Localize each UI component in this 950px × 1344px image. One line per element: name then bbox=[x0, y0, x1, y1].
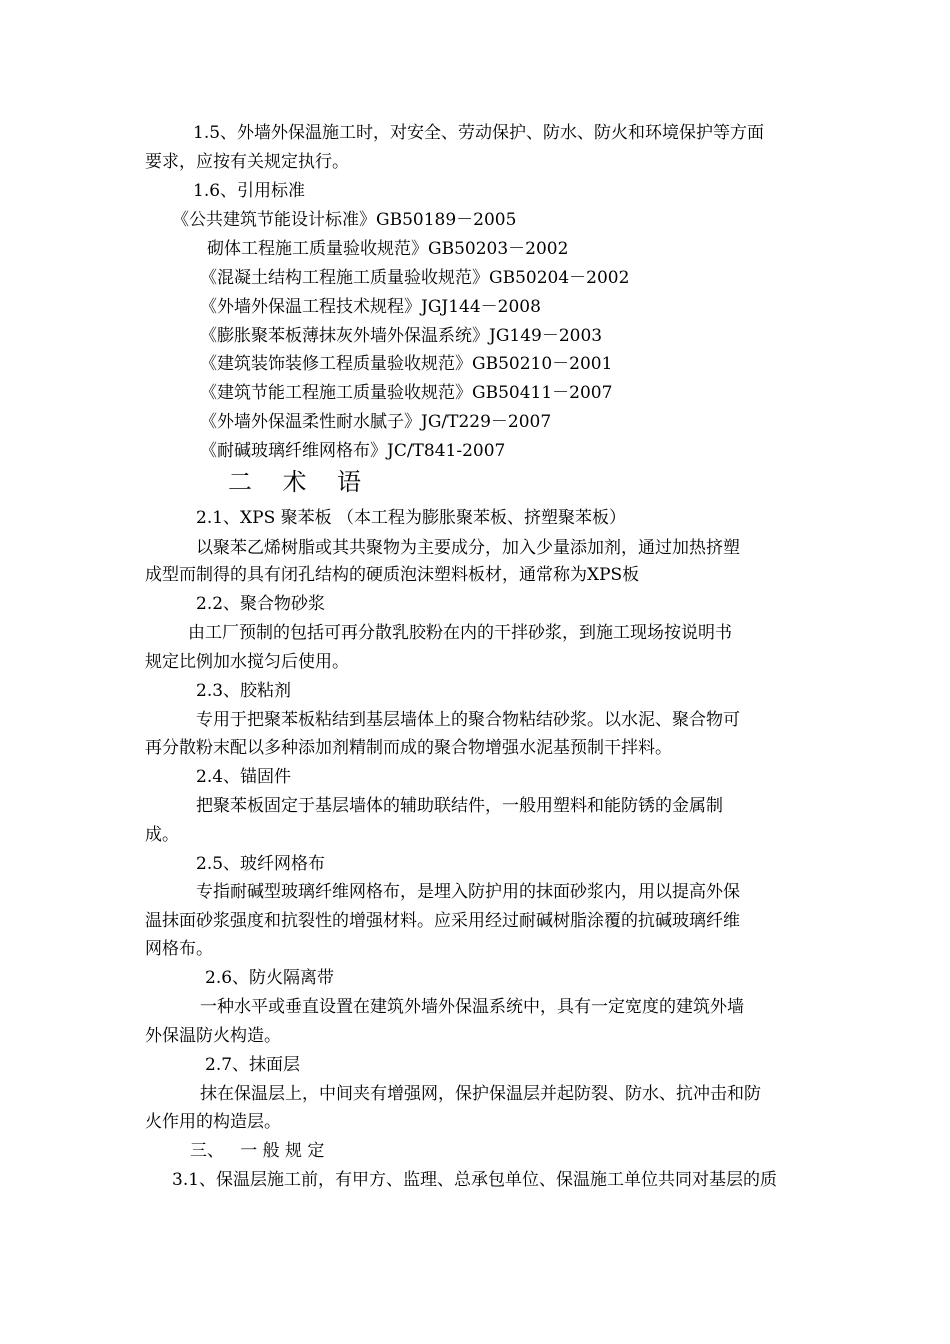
term-2-6-line-1: 一种水平或垂直设置在建筑外墙外保温系统中，具有一定宽度的建筑外墙 bbox=[200, 997, 744, 1017]
term-2-5-line-2: 温抹面砂浆强度和抗裂性的增强材料。应采用经过耐碱树脂涂覆的抗碱玻璃纤维 bbox=[145, 911, 740, 931]
term-2-7-line-2: 火作用的构造层。 bbox=[145, 1112, 281, 1132]
term-2-1-line-2: 成型而制得的具有闭孔结构的硬质泡沫塑料板材，通常称为XPS板 bbox=[145, 565, 640, 585]
term-2-6-line-2: 外保温防火构造。 bbox=[145, 1026, 281, 1046]
term-heading-2-7: 2.7、抹面层 bbox=[205, 1055, 301, 1075]
term-2-5-line-1: 专指耐碱型玻璃纤维网格布，是埋入防护用的抹面砂浆内，用以提高外保 bbox=[196, 882, 740, 902]
term-2-4-line-1: 把聚苯板固定于基层墙体的辅助联结件，一般用塑料和能防锈的金属制 bbox=[196, 796, 723, 816]
term-2-4-line-2: 成。 bbox=[145, 825, 179, 845]
term-2-7-line-1: 抹在保温层上，中间夹有增强网，保护保温层并起防裂、防水、抗冲击和防 bbox=[200, 1084, 761, 1104]
rule-3-1-line-1: 3.1、保温层施工前，有甲方、监理、总承包单位、保温施工单位共同对基层的质 bbox=[172, 1170, 778, 1190]
section-heading-1-6: 1.6、引用标准 bbox=[193, 181, 306, 201]
term-heading-2-4: 2.4、锚固件 bbox=[196, 767, 292, 787]
standard-ref-6: 《建筑装饰装修工程质量验收规范》GB50210－2001 bbox=[200, 354, 613, 374]
term-2-5-line-3: 网格布。 bbox=[145, 939, 213, 959]
chapter-heading-terms: 二 术 语 bbox=[228, 468, 362, 496]
standard-ref-5: 《膨胀聚苯板薄抹灰外墙外保温系统》JG149－2003 bbox=[200, 326, 603, 346]
term-heading-2-5: 2.5、玻纤网格布 bbox=[196, 854, 326, 874]
term-2-2-line-1: 由工厂预制的包括可再分散乳胶粉在内的干拌砂浆，到施工现场按说明书 bbox=[188, 623, 732, 643]
standard-ref-2: 砌体工程施工质量验收规范》GB50203－2002 bbox=[207, 239, 569, 259]
term-heading-2-6: 2.6、防火隔离带 bbox=[205, 968, 335, 988]
chapter-heading-general-rules: 三、 一 般 规 定 bbox=[190, 1141, 325, 1161]
term-heading-2-2: 2.2、聚合物砂浆 bbox=[196, 594, 326, 614]
term-2-2-line-2: 规定比例加水搅匀后使用。 bbox=[145, 652, 349, 672]
standard-ref-4: 《外墙外保温工程技术规程》JGJ144－2008 bbox=[200, 297, 541, 317]
standard-ref-9: 《耐碱玻璃纤维网格布》JC/T841-2007 bbox=[200, 441, 506, 461]
standard-ref-8: 《外墙外保温柔性耐水腻子》JG/T229－2007 bbox=[200, 412, 552, 432]
term-heading-2-1: 2.1、XPS 聚苯板 （本工程为膨胀聚苯板、挤塑聚苯板） bbox=[196, 508, 627, 528]
term-2-3-line-1: 专用于把聚苯板粘结到基层墙体上的聚合物粘结砂浆。以水泥、聚合物可 bbox=[196, 710, 740, 730]
term-2-1-line-1: 以聚苯乙烯树脂或其共聚物为主要成分，加入少量添加剂，通过加热挤塑 bbox=[196, 538, 740, 558]
term-heading-2-3: 2.3、胶粘剂 bbox=[196, 681, 292, 701]
standard-ref-7: 《建筑节能工程施工质量验收规范》GB50411－2007 bbox=[200, 383, 613, 403]
standard-ref-3: 《混凝土结构工程施工质量验收规范》GB50204－2002 bbox=[200, 268, 630, 288]
paragraph-1-5-line-2: 要求，应按有关规定执行。 bbox=[145, 152, 349, 172]
paragraph-1-5-line-1: 1.5、外墙外保温施工时，对安全、劳动保护、防水、防火和环境保护等方面 bbox=[193, 123, 765, 143]
standard-ref-1: 《公共建筑节能设计标准》GB50189－2005 bbox=[172, 210, 517, 230]
term-2-3-line-2: 再分散粉末配以多种添加剂精制而成的聚合物增强水泥基预制干拌料。 bbox=[145, 738, 672, 758]
